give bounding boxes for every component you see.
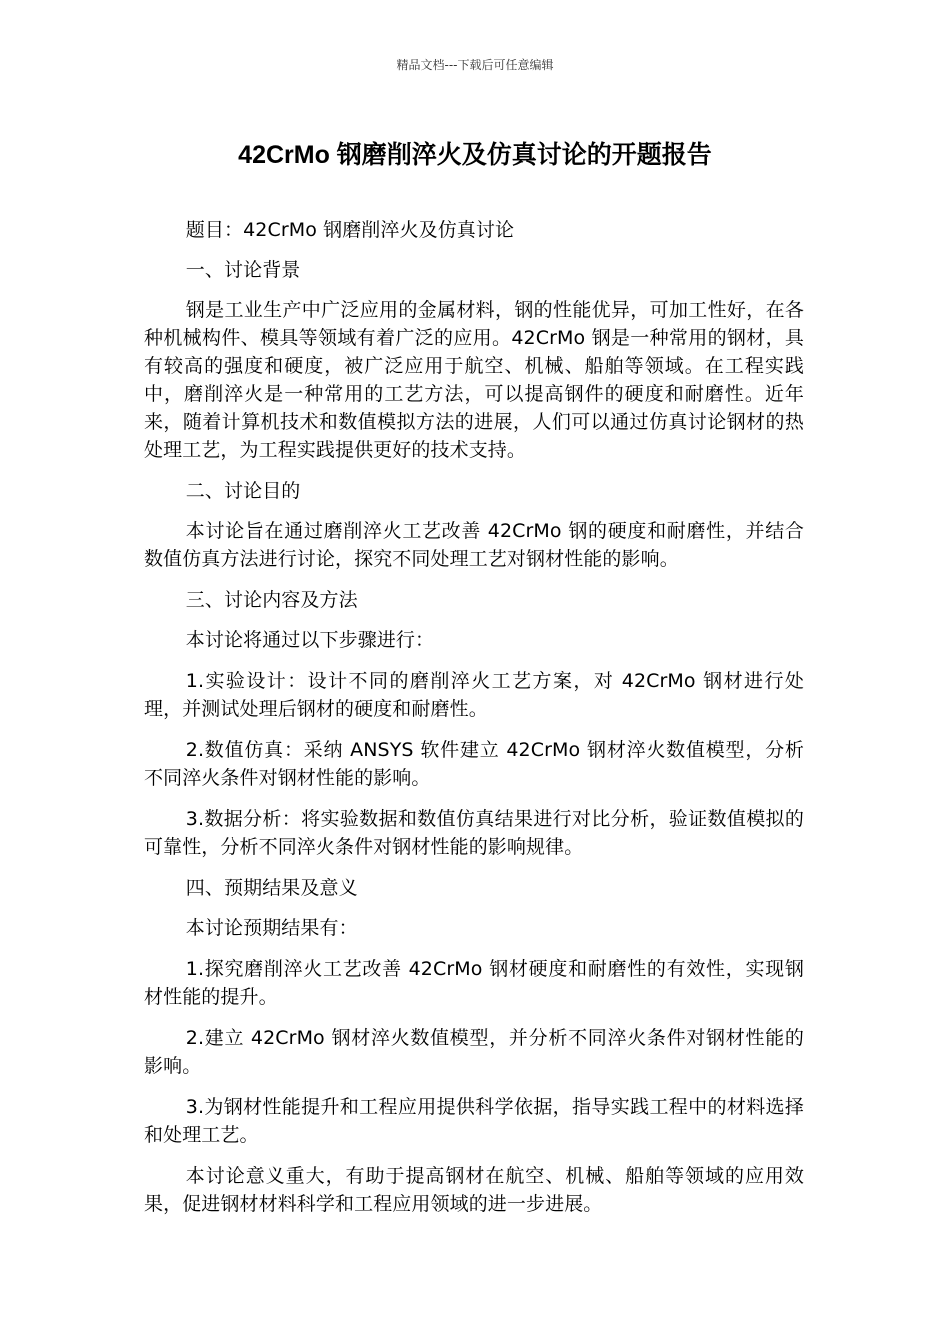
results-item-1: 1.探究磨削淬火工艺改善 42CrMo 钢材硬度和耐磨性的有效性，实现钢材性能的提升。 [144,958,804,1008]
section-heading-background: 一、讨论背景 [185,259,301,281]
background-paragraph: 钢是工业生产中广泛应用的金属材料，钢的性能优异，可加工性好，在各种机械构件、模具等领域有着广泛的应用。42CrMo 钢是一种常用的钢材，具有较高的强度和硬度，被广泛应用于航空、机械、船舶等领域。在工程实践中，磨削淬火是一种常用的工艺方法，可以提高钢件的硬度和耐磨性。近年来，随着计算机技术和数值模拟方法的进展，人们可以通过仿真讨论钢材的热处理工艺，为工程实践提供更好的技术支持。 [144,299,804,461]
section-heading-purpose: 二、讨论目的 [185,480,301,502]
page-header: 精品文档---下载后可任意编辑 [396,58,554,72]
results-intro-paragraph: 本讨论预期结果有： [185,917,358,939]
document-body [144,216,804,1231]
purpose-paragraph: 本讨论旨在通过磨削淬火工艺改善 42CrMo 钢的硬度和耐磨性，并结合数值仿真方法进行讨论，探究不同处理工艺对钢材性能的影响。 [144,520,804,570]
section-heading-results: 四、预期结果及意义 [185,877,358,899]
methods-step-1: 1.实验设计：设计不同的磨削淬火工艺方案，对 42CrMo 钢材进行处理，并测试处理后钢材的硬度和耐磨性。 [144,670,804,720]
results-item-2: 2.建立 42CrMo 钢材淬火数值模型，并分析不同淬火条件对钢材性能的影响。 [144,1027,804,1077]
significance-paragraph: 本讨论意义重大，有助于提高钢材在航空、机械、船舶等领域的应用效果，促进钢材材料科学和工程应用领域的进一步进展。 [144,1165,804,1215]
section-heading-methods: 三、讨论内容及方法 [185,589,358,611]
methods-step-3: 3.数据分析：将实验数据和数值仿真结果进行对比分析，验证数值模拟的可靠性，分析不同淬火条件对钢材性能的影响规律。 [144,808,804,858]
methods-intro-paragraph: 本讨论将通过以下步骤进行： [185,629,435,651]
results-item-3: 3.为钢材性能提升和工程应用提供科学依据，指导实践工程中的材料选择和处理工艺。 [144,1096,804,1146]
document-title: 42CrMo 钢磨削淬火及仿真讨论的开题报告 [238,141,712,169]
topic-line: 题目：42CrMo 钢磨削淬火及仿真讨论 [185,219,515,241]
methods-step-2: 2.数值仿真：采纳 ANSYS 软件建立 42CrMo 钢材淬火数值模型，分析不同淬火条件对钢材性能的影响。 [144,739,804,789]
